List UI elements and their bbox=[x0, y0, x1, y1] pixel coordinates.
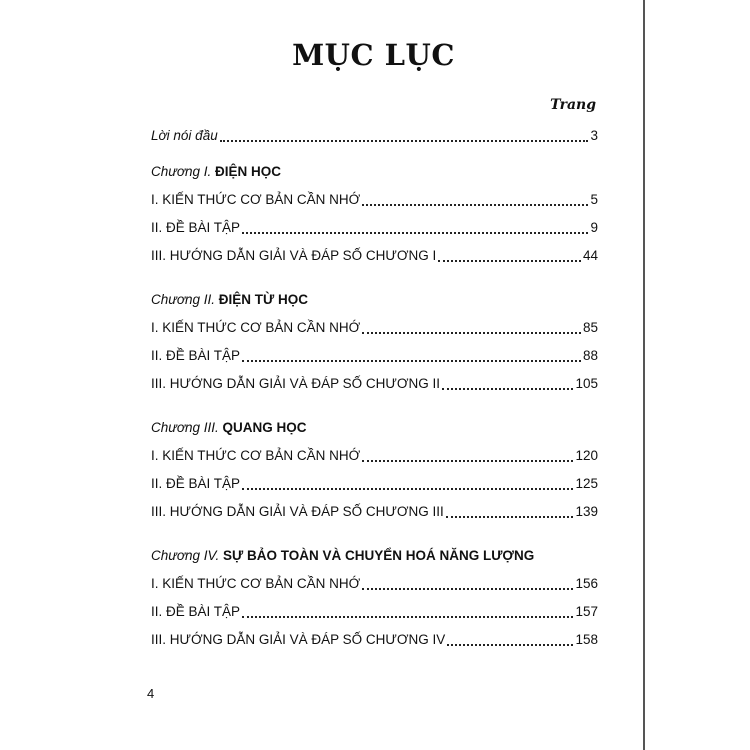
toc-entry[interactable] bbox=[151, 442, 598, 470]
toc-entry[interactable] bbox=[151, 598, 598, 626]
dot-leader bbox=[242, 348, 581, 362]
toc-entry-page: 9 bbox=[590, 220, 598, 235]
toc-entry-label: III. HƯỚNG DẪN GIẢI VÀ ĐÁP SỐ CHƯƠNG IV bbox=[151, 632, 446, 647]
toc-entry[interactable] bbox=[151, 186, 598, 214]
toc-entry[interactable] bbox=[151, 342, 598, 370]
toc-entry-label: I. KIẾN THỨC CƠ BẢN CẦN NHỚ bbox=[151, 576, 361, 591]
chapter-prefix: Chương IV. bbox=[151, 548, 220, 563]
chapter-prefix: Chương II. bbox=[151, 292, 215, 307]
document-page bbox=[104, 0, 645, 750]
dot-leader bbox=[446, 504, 574, 518]
toc-entry-label: II. ĐỀ BÀI TẬP bbox=[151, 476, 241, 491]
dot-leader bbox=[362, 576, 573, 590]
toc-entry-label: Lời nói đầu bbox=[151, 128, 218, 143]
dot-leader bbox=[362, 320, 581, 334]
dot-leader bbox=[362, 448, 573, 462]
toc-entry-label: II. ĐỀ BÀI TẬP bbox=[151, 220, 241, 235]
toc-entry[interactable] bbox=[151, 242, 598, 270]
chapter-heading-4[interactable] bbox=[151, 542, 598, 570]
dot-leader bbox=[442, 376, 573, 390]
chapter-name: ĐIỆN TỪ HỌC bbox=[218, 292, 308, 307]
chapter-name: SỰ BẢO TOÀN VÀ CHUYỂN HOÁ NĂNG LƯỢNG bbox=[223, 548, 535, 563]
toc-entry-page: 44 bbox=[582, 248, 598, 263]
toc-entry-page: 156 bbox=[575, 576, 598, 591]
toc-entry[interactable] bbox=[151, 314, 598, 342]
toc-entry-label: I. KIẾN THỨC CƠ BẢN CẦN NHỚ bbox=[151, 448, 361, 463]
toc-entry-label: II. ĐỀ BÀI TẬP bbox=[151, 604, 241, 619]
toc-entry-label: III. HƯỚNG DẪN GIẢI VÀ ĐÁP SỐ CHƯƠNG III bbox=[151, 504, 444, 519]
dot-leader bbox=[362, 192, 588, 206]
toc-entry-intro[interactable] bbox=[151, 122, 598, 150]
page-column-header: Trang bbox=[550, 97, 596, 113]
toc-entry-page: 120 bbox=[575, 448, 598, 463]
toc-entry-label: I. KIẾN THỨC CƠ BẢN CẦN NHỚ bbox=[151, 320, 361, 335]
dot-leader bbox=[242, 604, 573, 618]
toc-entry[interactable] bbox=[151, 370, 598, 398]
chapter-heading-3[interactable] bbox=[151, 414, 598, 442]
dot-leader bbox=[242, 220, 588, 234]
toc-entry-label: III. HƯỚNG DẪN GIẢI VÀ ĐÁP SỐ CHƯƠNG II bbox=[151, 376, 441, 391]
toc-entry-page: 5 bbox=[590, 192, 598, 207]
toc-entry-page: 158 bbox=[575, 632, 598, 647]
chapter-name: ĐIỆN HỌC bbox=[215, 164, 282, 179]
toc-entry-page: 3 bbox=[590, 128, 598, 143]
toc-entry[interactable] bbox=[151, 498, 598, 526]
chapter-name: QUANG HỌC bbox=[222, 420, 307, 435]
dot-leader bbox=[220, 128, 589, 142]
page-title: MỤC LỤC bbox=[292, 38, 455, 72]
dot-leader bbox=[438, 248, 581, 262]
toc-entry[interactable] bbox=[151, 470, 598, 498]
dot-leader bbox=[242, 476, 573, 490]
page-number: 4 bbox=[147, 686, 155, 701]
toc-entry[interactable] bbox=[151, 626, 598, 654]
chapter-prefix: Chương III. bbox=[151, 420, 219, 435]
dot-leader bbox=[447, 632, 573, 646]
toc-entry[interactable] bbox=[151, 214, 598, 242]
toc-entry-page: 157 bbox=[575, 604, 598, 619]
toc-entry-page: 105 bbox=[575, 376, 598, 391]
chapter-prefix: Chương I. bbox=[151, 164, 212, 179]
chapter-heading-2[interactable] bbox=[151, 286, 598, 314]
toc-entry-label: I. KIẾN THỨC CƠ BẢN CẦN NHỚ bbox=[151, 192, 361, 207]
toc-entry-label: II. ĐỀ BÀI TẬP bbox=[151, 348, 241, 363]
table-of-contents bbox=[151, 122, 598, 654]
toc-entry-page: 88 bbox=[582, 348, 598, 363]
toc-entry[interactable] bbox=[151, 570, 598, 598]
toc-entry-page: 125 bbox=[575, 476, 598, 491]
chapter-heading-1[interactable] bbox=[151, 158, 598, 186]
toc-entry-page: 85 bbox=[582, 320, 598, 335]
toc-entry-label: III. HƯỚNG DẪN GIẢI VÀ ĐÁP SỐ CHƯƠNG I bbox=[151, 248, 437, 263]
toc-entry-page: 139 bbox=[575, 504, 598, 519]
